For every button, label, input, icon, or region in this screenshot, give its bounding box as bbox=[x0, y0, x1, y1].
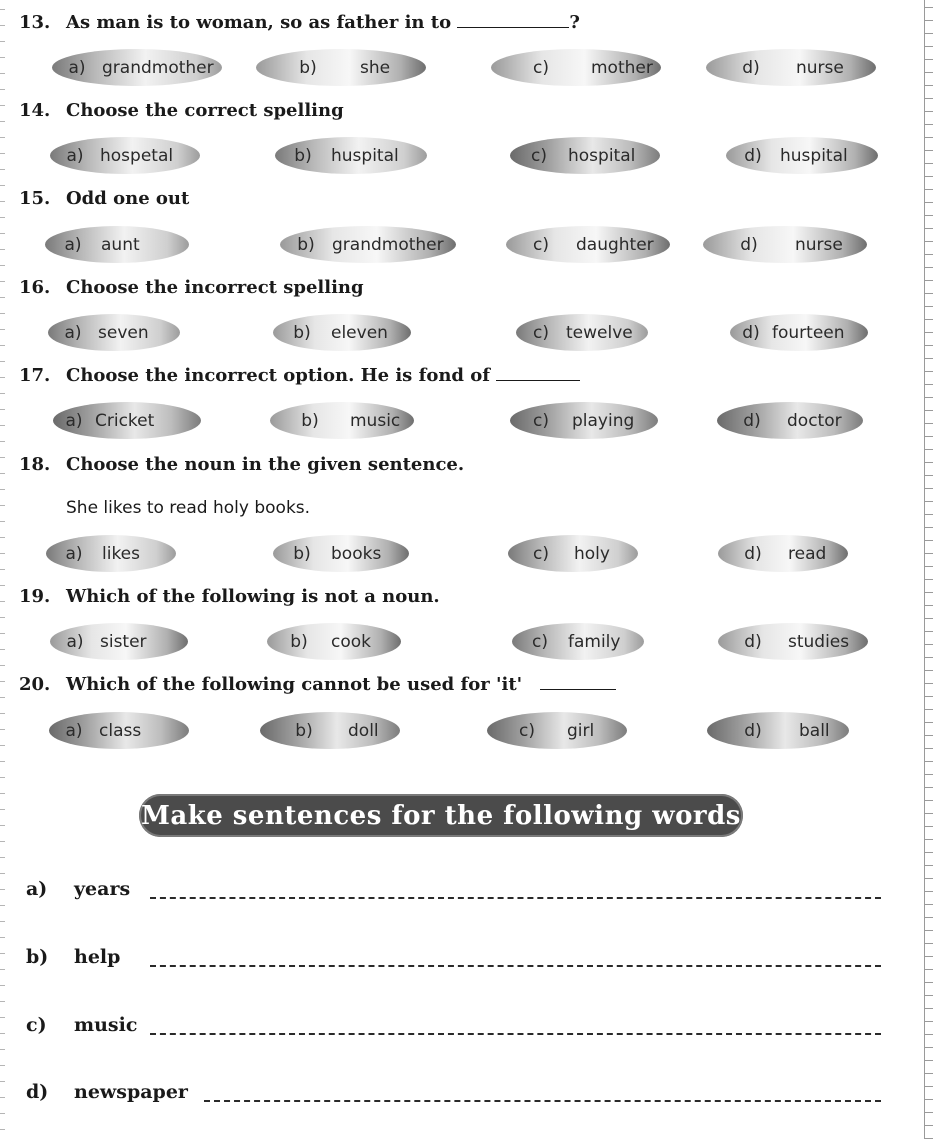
option-letter: b) bbox=[293, 543, 311, 564]
question-text: Odd one out bbox=[66, 188, 190, 209]
option-20-a[interactable] bbox=[49, 712, 189, 749]
question-text: As man is to woman, so as father in to bbox=[66, 12, 452, 33]
option-text: books bbox=[331, 543, 382, 564]
option-16-b[interactable] bbox=[273, 314, 411, 351]
option-text: nurse bbox=[796, 57, 844, 78]
option-letter: a) bbox=[64, 234, 82, 255]
option-text: doctor bbox=[787, 410, 842, 431]
sentence-row-b bbox=[26, 946, 120, 968]
answer-blank[interactable] bbox=[457, 12, 569, 28]
option-text: studies bbox=[788, 631, 850, 652]
item-letter: a) bbox=[26, 878, 48, 900]
option-text: mother bbox=[591, 57, 653, 78]
option-letter: d) bbox=[744, 145, 762, 166]
option-letter: c) bbox=[519, 720, 535, 741]
question-17 bbox=[19, 365, 580, 386]
option-16-c[interactable] bbox=[516, 314, 648, 351]
option-20-d[interactable] bbox=[707, 712, 849, 749]
option-16-a[interactable] bbox=[48, 314, 180, 351]
option-18-a[interactable] bbox=[46, 535, 176, 572]
option-text: hospetal bbox=[100, 145, 174, 166]
option-letter: a) bbox=[65, 410, 83, 431]
option-letter: c) bbox=[531, 145, 547, 166]
item-letter: c) bbox=[26, 1014, 47, 1036]
item-word: years bbox=[74, 878, 131, 900]
question-number: 18. bbox=[19, 454, 51, 475]
option-text: holy bbox=[574, 543, 610, 564]
item-letter: d) bbox=[26, 1081, 49, 1103]
option-letter: b) bbox=[299, 57, 317, 78]
option-text: likes bbox=[102, 543, 141, 564]
option-letter: b) bbox=[294, 145, 312, 166]
option-18-d[interactable] bbox=[718, 535, 848, 572]
question-suffix: ? bbox=[569, 12, 580, 33]
item-word: help bbox=[74, 946, 121, 968]
option-letter: b) bbox=[290, 631, 308, 652]
sentence-row-a bbox=[26, 878, 130, 900]
question-text: Choose the noun in the given sentence. bbox=[66, 454, 465, 475]
option-text: doll bbox=[348, 720, 379, 741]
question-15 bbox=[19, 188, 189, 209]
option-20-b[interactable] bbox=[260, 712, 400, 749]
option-letter: d) bbox=[742, 322, 760, 343]
question-number: 14. bbox=[19, 100, 51, 121]
option-13-c[interactable] bbox=[491, 49, 661, 86]
option-letter: d) bbox=[740, 234, 758, 255]
item-word: newspaper bbox=[74, 1081, 188, 1103]
option-19-d[interactable] bbox=[718, 623, 868, 660]
option-letter: c) bbox=[533, 543, 549, 564]
option-13-b[interactable] bbox=[256, 49, 426, 86]
item-word: music bbox=[74, 1014, 138, 1036]
option-text: tewelve bbox=[566, 322, 633, 343]
option-19-b[interactable] bbox=[267, 623, 401, 660]
option-18-c[interactable] bbox=[508, 535, 638, 572]
option-letter: d) bbox=[744, 543, 762, 564]
option-letter: b) bbox=[297, 234, 315, 255]
option-letter: b) bbox=[295, 720, 313, 741]
option-15-b[interactable] bbox=[280, 226, 456, 263]
answer-line-a[interactable] bbox=[150, 897, 881, 899]
option-15-c[interactable] bbox=[506, 226, 670, 263]
option-17-a[interactable] bbox=[53, 402, 201, 439]
option-text: grandmother bbox=[102, 57, 214, 78]
question-18 bbox=[19, 454, 464, 475]
option-letter: a) bbox=[66, 631, 84, 652]
question-number: 13. bbox=[19, 12, 51, 33]
option-text: family bbox=[568, 631, 621, 652]
item-letter: b) bbox=[26, 946, 49, 968]
option-13-a[interactable] bbox=[52, 49, 222, 86]
option-text: daughter bbox=[576, 234, 654, 255]
question-20 bbox=[19, 674, 616, 695]
option-17-b[interactable] bbox=[270, 402, 414, 439]
option-text: Cricket bbox=[95, 410, 155, 431]
option-text: she bbox=[360, 57, 391, 78]
option-19-a[interactable] bbox=[50, 623, 188, 660]
option-letter: c) bbox=[533, 234, 549, 255]
option-text: seven bbox=[98, 322, 149, 343]
option-text: girl bbox=[567, 720, 595, 741]
option-letter: a) bbox=[64, 322, 82, 343]
answer-blank[interactable] bbox=[540, 674, 616, 690]
given-sentence: She likes to read holy books. bbox=[66, 498, 311, 518]
question-text: Choose the incorrect spelling bbox=[66, 277, 364, 298]
question-13 bbox=[19, 12, 580, 33]
question-text: Which of the following is not a noun. bbox=[66, 586, 440, 607]
option-15-d[interactable] bbox=[703, 226, 867, 263]
section-title-banner: Make sentences for the following words bbox=[139, 794, 743, 837]
option-text: eleven bbox=[331, 322, 388, 343]
option-17-d[interactable] bbox=[717, 402, 863, 439]
option-16-d[interactable] bbox=[730, 314, 868, 351]
answer-line-c[interactable] bbox=[150, 1033, 881, 1035]
option-letter: a) bbox=[65, 543, 83, 564]
option-letter: b) bbox=[301, 410, 319, 431]
sentence-row-d bbox=[26, 1081, 188, 1103]
option-text: huspital bbox=[780, 145, 848, 166]
option-14-b[interactable] bbox=[275, 137, 427, 174]
option-text: hospital bbox=[568, 145, 636, 166]
option-13-d[interactable] bbox=[706, 49, 876, 86]
answer-blank[interactable] bbox=[496, 365, 580, 381]
option-text: ball bbox=[799, 720, 830, 741]
question-number: 20. bbox=[19, 674, 51, 695]
option-letter: d) bbox=[743, 410, 761, 431]
option-14-a[interactable] bbox=[50, 137, 200, 174]
option-text: class bbox=[99, 720, 142, 741]
option-text: aunt bbox=[101, 234, 140, 255]
option-letter: c) bbox=[532, 631, 548, 652]
question-text: Which of the following cannot be used for 'it' bbox=[66, 674, 523, 695]
question-text: Choose the incorrect option. He is fond of bbox=[66, 365, 491, 386]
option-text: playing bbox=[572, 410, 635, 431]
question-number: 17. bbox=[19, 365, 51, 386]
sentence-row-c bbox=[26, 1014, 137, 1036]
right-page-edge bbox=[924, 0, 933, 1139]
option-text: read bbox=[788, 543, 827, 564]
question-19 bbox=[19, 586, 440, 607]
option-text: sister bbox=[100, 631, 147, 652]
question-14 bbox=[19, 100, 344, 121]
answer-line-d[interactable] bbox=[204, 1100, 881, 1102]
option-letter: c) bbox=[533, 322, 549, 343]
option-20-c[interactable] bbox=[487, 712, 627, 749]
answer-line-b[interactable] bbox=[150, 965, 881, 967]
option-letter: a) bbox=[65, 720, 83, 741]
option-letter: c) bbox=[533, 57, 549, 78]
left-page-edge bbox=[0, 0, 5, 1139]
option-14-c[interactable] bbox=[510, 137, 660, 174]
option-text: nurse bbox=[795, 234, 843, 255]
option-letter: a) bbox=[66, 145, 84, 166]
option-15-a[interactable] bbox=[45, 226, 189, 263]
option-letter: c) bbox=[533, 410, 549, 431]
option-letter: d) bbox=[744, 720, 762, 741]
option-text: fourteen bbox=[772, 322, 845, 343]
option-letter: a) bbox=[68, 57, 86, 78]
option-letter: d) bbox=[744, 631, 762, 652]
question-number: 19. bbox=[19, 586, 51, 607]
question-16 bbox=[19, 277, 364, 298]
option-18-b[interactable] bbox=[273, 535, 409, 572]
option-17-c[interactable] bbox=[510, 402, 658, 439]
option-letter: b) bbox=[293, 322, 311, 343]
option-14-d[interactable] bbox=[726, 137, 878, 174]
option-text: grandmother bbox=[332, 234, 444, 255]
option-letter: d) bbox=[742, 57, 760, 78]
option-text: cook bbox=[331, 631, 371, 652]
question-number: 16. bbox=[19, 277, 51, 298]
option-19-c[interactable] bbox=[512, 623, 644, 660]
question-number: 15. bbox=[19, 188, 51, 209]
option-text: huspital bbox=[331, 145, 399, 166]
question-text: Choose the correct spelling bbox=[66, 100, 344, 121]
option-text: music bbox=[350, 410, 401, 431]
